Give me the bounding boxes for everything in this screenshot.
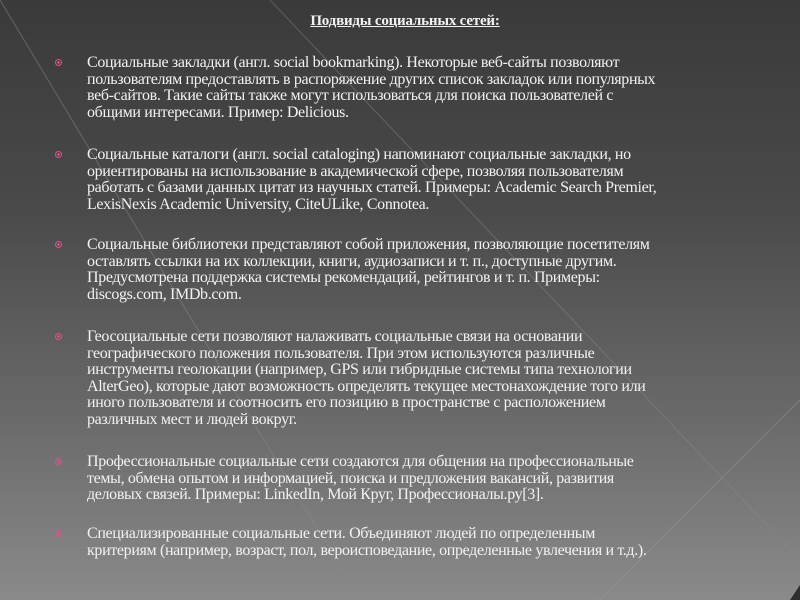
- text-line: Геосоциальные сети позволяют налаживать социальные связи на основании: [87, 328, 583, 345]
- text-line: пользователям предоставлять в распоряжение других список закладок или популярных: [87, 70, 656, 88]
- text-line: Социальные каталоги (англ. social cataloging) напоминают социальные закладки, но: [87, 146, 631, 163]
- bullet-icon: [55, 333, 62, 340]
- bullet-icon: [55, 59, 62, 66]
- slide-title: Подвиды социальных сетей:: [310, 13, 500, 29]
- bullet-icon: [55, 458, 62, 465]
- text-line: темы, обмена опытом и информацией, поиска и предложения вакансий, развития: [87, 469, 614, 487]
- bullet-icon: [55, 530, 62, 537]
- text-line: работать с базами данных цитат из научных статей. Примеры: Academic Search Premier,: [87, 179, 657, 196]
- text-line: ориентированы на использование в академической сфере, позволяя пользователям: [87, 162, 624, 180]
- text-line: AlterGeo), которые дают возможность определять текущее местонахождение того или: [87, 377, 646, 395]
- text-line: веб-сайтов. Такие сайты также могут использоваться для поиска пользователей с: [87, 87, 614, 104]
- text-line: LexisNexis Academic University, CiteULike, Connotea.: [87, 195, 430, 213]
- text-line: общими интересами. Пример: Delicious.: [87, 103, 349, 121]
- text-line: различных мест и людей вокруг.: [87, 410, 297, 428]
- text-line: инструменты геолокации (например, GPS или гибридные системы типа технологии: [87, 361, 632, 378]
- text-line: Специализированные социальные сети. Объединяют людей по определенным: [87, 525, 595, 542]
- text-line: критериям (например, возраст, пол, вероисповедание, определенные увлечения и т.д.).: [87, 541, 647, 559]
- text-line: discogs.com, IMDb.com.: [87, 285, 242, 303]
- text-line: Предусмотрена поддержка системы рекомендаций, рейтингов и т. п. Примеры:: [87, 269, 600, 286]
- bullet-icon: [55, 151, 62, 158]
- text-line: деловых связей. Примеры: LinkedIn, Мой Круг, Профессионалы.ру[3].: [87, 486, 544, 503]
- text-line: Профессиональные социальные сети создаются для общения на профессиональные: [87, 453, 634, 470]
- text-line: Социальные библиотеки представляют собой приложения, позволяющие посетителям: [87, 236, 650, 253]
- text-line: оставлять ссылки на их коллекции, книги, аудиозаписи и т. п., доступные другим.: [87, 252, 617, 270]
- text-line: географического положения пользователя. При этом используются различные: [87, 344, 595, 362]
- text-line: иного пользователя и соотносить его позицию в пространстве с расположением: [87, 394, 606, 411]
- bullet-icon: [55, 241, 62, 248]
- text-line: Социальные закладки (англ. social bookmarking). Некоторые веб-сайты позволяют: [87, 54, 620, 71]
